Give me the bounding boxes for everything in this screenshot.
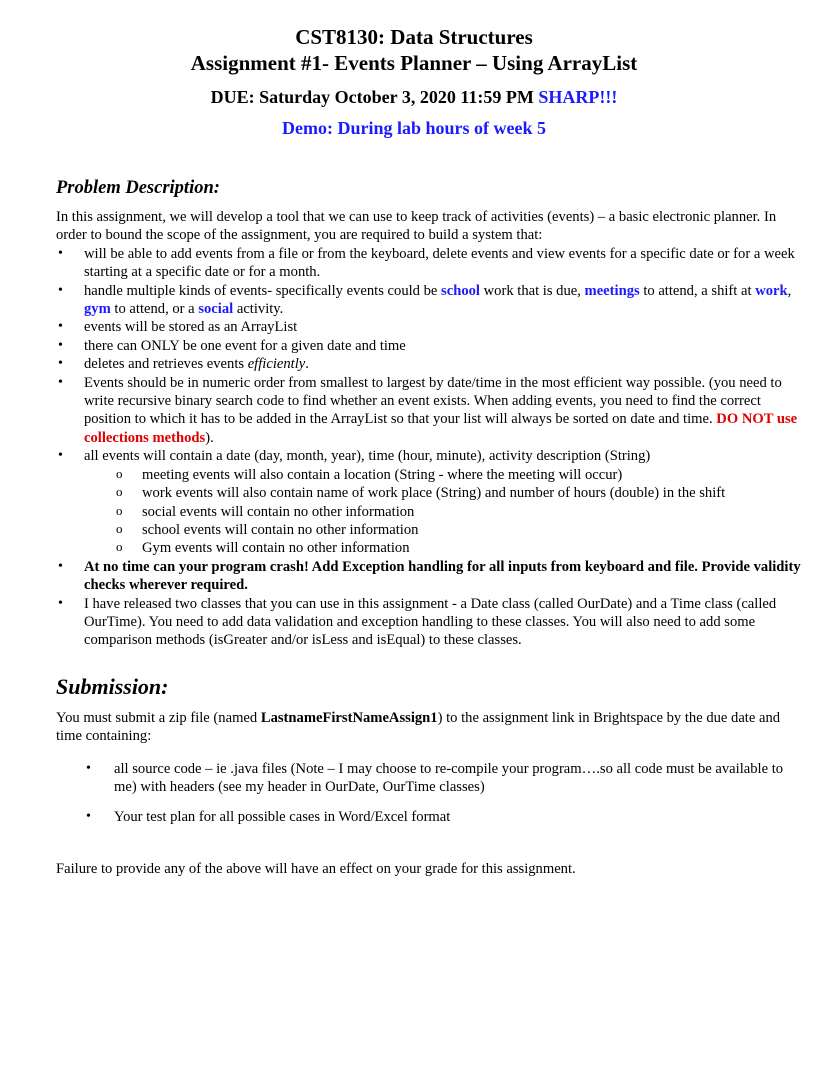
problem-intro: In this assignment, we will develop a tool that we can use to keep track of activities (events) – a basic electronic planner. In order to bound the scope of the assignment, you are required to build a system that: xyxy=(56,209,777,244)
submission-intro: You must submit a zip file (named LastnameFirstNameAssign1) to the assignment link in Brightspace by the due date and time containing: xyxy=(56,710,781,745)
course-title: CST8130: Data Structures xyxy=(295,25,533,49)
list-item: • will be able to add events from a file or from the keyboard, delete events and view events for a specific date or for a week starting at a specific date or for a month. xyxy=(56,245,806,282)
problem-heading: Problem Description: xyxy=(56,178,220,198)
list-item: • all events will contain a date (day, month, year), time (hour, minute), activity description (String) o meeting events will also contain a location (String - where the meeting will occur) o work events will also contain name of work place (String) and number of hours (double) in the shift o social events will contain no other information o school events will contain no other information o Gym events will contain no other information xyxy=(56,447,806,557)
list-item: • there can ONLY be one event for a given date and time xyxy=(56,337,806,355)
list-item: • deletes and retrieves events efficiently. xyxy=(56,355,806,373)
due-date xyxy=(0,86,828,108)
sub-list-item: o Gym events will contain no other information xyxy=(84,539,806,557)
sub-list-item: o meeting events will also contain a location (String - where the meeting will occur) xyxy=(84,466,806,484)
keyword-school: school xyxy=(441,282,480,299)
warning-text: DO NOT use collections methods xyxy=(84,411,798,446)
list-item: • Your test plan for all possible cases in Word/Excel format xyxy=(56,808,806,826)
keyword-gym: gym xyxy=(84,301,111,318)
due-sharp: SHARP!!! xyxy=(538,87,618,107)
keyword-social: social xyxy=(198,301,234,318)
event-types-list xyxy=(84,466,806,558)
zip-name: LastnameFirstNameAssign1 xyxy=(260,710,438,726)
deliverables-list xyxy=(56,760,806,826)
demo-line: Demo: During lab hours of week 5 xyxy=(282,118,546,138)
list-item: • I have released two classes that you can use in this assignment - a Date class (called OurDate) and a Time class (called OurTime). You need to add data validation and exception handling to these classes. You will also need to add some comparison methods (isGreater and/or isLess and isEqual) to these classes. xyxy=(56,595,806,650)
requirements-list xyxy=(56,245,806,650)
submission-section xyxy=(56,709,806,878)
keyword-work: work xyxy=(755,282,788,299)
due-label: DUE: Saturday October 3, 2020 11:59 PM xyxy=(210,87,539,107)
list-item: • all source code – ie .java files (Note – I may choose to re-compile your program….so all code must be available to me) with headers (see my header in OurDate, OurTime classes) xyxy=(56,760,806,797)
list-item: • events will be stored as an ArrayList xyxy=(56,318,806,336)
submission-heading: Submission: xyxy=(56,674,169,699)
sub-list-item: o school events will contain no other information xyxy=(84,521,806,539)
sub-list-item: o work events will also contain name of work place (String) and number of hours (double) in the shift xyxy=(84,484,806,502)
list-item: • Events should be in numeric order from smallest to largest by date/time in the most efficient way possible. (you need to write recursive binary search code to find whether an event exists. When adding events, you need to find the correct position to which it has to be added in the ArrayList so that your list will always be sorted on date and time. DO NOT use collections methods). xyxy=(56,374,806,448)
problem-section xyxy=(56,208,806,650)
sub-list-item: o social events will contain no other information xyxy=(84,503,806,521)
keyword-meetings: meetings xyxy=(584,282,640,299)
assignment-title: Assignment #1- Events Planner – Using ArrayList xyxy=(190,51,638,75)
footer-note: Failure to provide any of the above will have an effect on your grade for this assignment. xyxy=(56,861,576,878)
list-item: • handle multiple kinds of events- specifically events could be school work that is due, meetings to attend, a shift at work, gym to attend, or a social activity. xyxy=(56,282,806,319)
list-item: • At no time can your program crash! Add Exception handling for all inputs from keyboard and file. Provide validity checks wherever required. xyxy=(56,558,806,595)
